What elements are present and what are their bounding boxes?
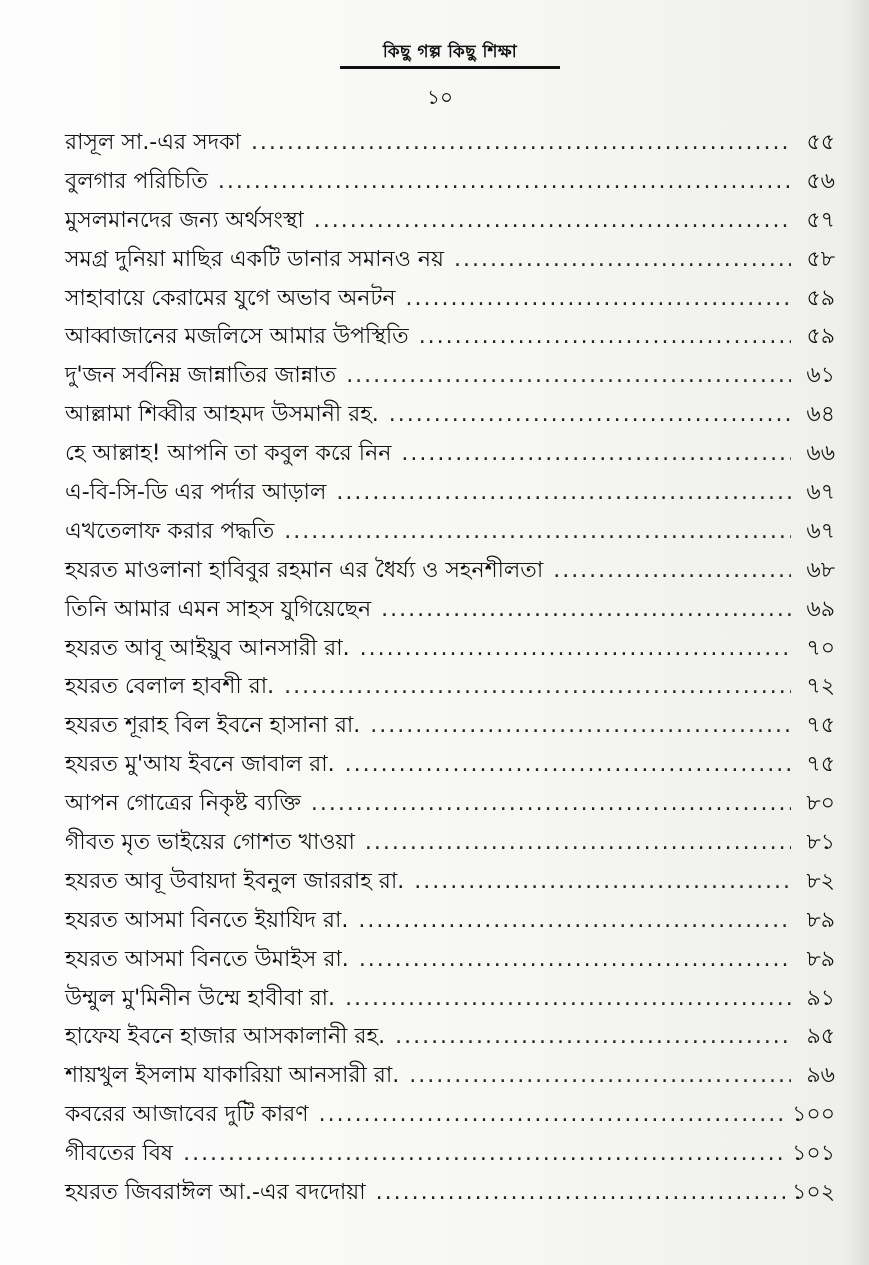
dot-leader xyxy=(395,1018,791,1057)
dot-leader xyxy=(360,630,791,669)
toc-entry-page: ৬১ xyxy=(806,363,835,389)
toc-entry xyxy=(65,318,835,357)
toc-entry-page: ৮৯ xyxy=(806,907,835,933)
dot-leader xyxy=(414,863,791,902)
table-of-contents xyxy=(65,124,835,1213)
toc-entry-title: হযরত মাওলানা হাবিবুর রহমান এর ধৈর্য্য ও সহনশীলতা xyxy=(65,557,544,583)
toc-entry xyxy=(65,1135,835,1174)
toc-entry-page: ৬৯ xyxy=(806,596,835,622)
toc-entry-page: ৬৪ xyxy=(806,402,835,428)
toc-entry xyxy=(65,357,835,396)
toc-entry-page: ১০২ xyxy=(792,1180,835,1206)
toc-entry-title: হযরত শূরাহ বিল ইবনে হাসানা রা. xyxy=(65,713,361,739)
toc-entry-page: ৫৮ xyxy=(806,246,835,272)
toc-entry xyxy=(65,474,835,513)
dot-leader xyxy=(365,824,791,863)
dot-leader xyxy=(370,707,791,746)
toc-entry xyxy=(65,1174,835,1213)
toc-entry-page: ৭২ xyxy=(806,674,835,700)
toc-entry xyxy=(65,746,835,785)
toc-entry xyxy=(65,280,835,319)
dot-leader xyxy=(251,124,791,163)
dot-leader xyxy=(183,1135,788,1174)
toc-entry-page: ৯১ xyxy=(806,985,835,1011)
dot-leader xyxy=(345,980,791,1019)
toc-entry xyxy=(65,552,835,591)
toc-entry-page: ৮২ xyxy=(806,868,835,894)
toc-entry-page: ৫৯ xyxy=(806,324,835,350)
toc-entry-title: আপন গোত্রের নিকৃষ্ট ব্যক্তি xyxy=(65,791,301,817)
toc-entry xyxy=(65,396,835,435)
toc-entry-title: হযরত আবূ আইয়ুব আনসারী রা. xyxy=(65,635,350,661)
dot-leader xyxy=(381,591,791,630)
toc-entry-title: সমগ্র দুনিয়া মাছির একটি ডানার সমানও নয় xyxy=(65,246,444,272)
toc-entry-page: ৯৫ xyxy=(806,1024,835,1050)
toc-entry-page: ৫৫ xyxy=(806,130,835,155)
toc-entry xyxy=(65,863,835,902)
toc-entry-page: ১০০ xyxy=(792,1102,835,1128)
toc-entry-title: হযরত আসমা বিনতে উমাইস রা. xyxy=(65,946,349,972)
toc-entry-title: আল্লামা শিব্বীর আহমদ উসমানী রহ. xyxy=(65,402,379,428)
toc-entry-title: শায়খুল ইসলাম যাকারিয়া আনসারী রা. xyxy=(65,1063,400,1089)
dot-leader xyxy=(218,163,791,202)
dot-leader xyxy=(311,785,791,824)
toc-entry-title: আব্বাজানের মজলিসে আমার উপস্থিতি xyxy=(65,324,409,350)
toc-entry-title: উম্মুল মু'মিনীন উম্মে হাবীবা রা. xyxy=(65,985,336,1011)
toc-entry xyxy=(65,163,835,202)
toc-entry xyxy=(65,630,835,669)
toc-entry-title: হযরত জিবরাঈল আ.-এর বদদোয়া xyxy=(65,1180,366,1206)
toc-entry-title: এ-বি-সি-ডি এর পর্দার আড়াল xyxy=(65,480,327,506)
dot-leader xyxy=(319,1096,789,1135)
toc-entry-title: গীবতের বিষ xyxy=(65,1141,174,1167)
toc-entry-title: দু'জন সর্বনিম্ন জান্নাতির জান্নাত xyxy=(65,363,337,389)
page-number: ১০ xyxy=(427,85,453,109)
toc-entry-title: হযরত মু'আয ইবনে জাবাল রা. xyxy=(65,752,335,778)
toc-entry-title: হযরত আবূ উবায়দা ইবনুল জাররাহ রা. xyxy=(65,868,405,894)
dot-leader xyxy=(345,746,791,785)
dot-leader xyxy=(376,1174,788,1213)
toc-entry xyxy=(65,707,835,746)
toc-entry xyxy=(65,1018,835,1057)
toc-entry-title: গীবত মৃত ভাইয়ের গোশত খাওয়া xyxy=(65,830,355,856)
toc-entry xyxy=(65,1057,835,1096)
toc-entry-title: তিনি আমার এমন সাহস যুগিয়েছেন xyxy=(65,596,372,622)
toc-entry xyxy=(65,785,835,824)
toc-entry xyxy=(65,435,835,474)
toc-entry xyxy=(65,902,835,941)
toc-entry-title: মুসলমানদের জন্য অর্থসংস্থা xyxy=(65,207,304,233)
toc-entry-page: ৬৭ xyxy=(806,480,835,506)
toc-entry-page: ৮৯ xyxy=(806,946,835,972)
toc-entry xyxy=(65,668,835,707)
dot-leader xyxy=(284,668,791,707)
toc-entry-page: ৫৭ xyxy=(806,207,835,233)
toc-entry-title: সাহাবায়ে কেরামের যুগে অভাব অনটন xyxy=(65,285,396,311)
dot-leader xyxy=(419,318,791,357)
toc-entry-page: ১০১ xyxy=(792,1141,835,1167)
toc-entry xyxy=(65,980,835,1019)
toc-entry-page: ৭৫ xyxy=(806,752,835,778)
toc-entry-page: ৬৮ xyxy=(806,557,835,583)
toc-entry-page: ৯৬ xyxy=(806,1063,835,1089)
toc-entry-title: হে আল্লাহ! আপনি তা কবুল করে নিন xyxy=(65,441,392,467)
toc-entry xyxy=(65,1096,835,1135)
header-rule xyxy=(340,66,560,69)
toc-entry-title: কবরের আজাবের দুটি কারণ xyxy=(65,1102,309,1128)
dot-leader xyxy=(346,357,791,396)
toc-entry-page: ৮১ xyxy=(806,830,835,856)
dot-leader xyxy=(406,280,791,319)
toc-entry-page: ৬৭ xyxy=(806,518,835,544)
toc-entry xyxy=(65,124,835,163)
toc-entry xyxy=(65,513,835,552)
toc-entry xyxy=(65,591,835,630)
dot-leader xyxy=(553,552,791,591)
toc-entry-title: হাফেয ইবনে হাজার আসকালানী রহ. xyxy=(65,1024,386,1050)
dot-leader xyxy=(358,902,791,941)
toc-entry-page: ৭৫ xyxy=(806,713,835,739)
toc-entry-page: ৭০ xyxy=(806,635,835,661)
toc-entry xyxy=(65,202,835,241)
toc-entry-page: ৬৬ xyxy=(806,441,835,467)
toc-entry xyxy=(65,824,835,863)
book-title: কিছু গল্প কিছু শিক্ষা xyxy=(382,42,518,62)
toc-entry-page: ৫৬ xyxy=(806,168,835,194)
dot-leader xyxy=(409,1057,791,1096)
dot-leader xyxy=(401,435,791,474)
toc-entry xyxy=(65,241,835,280)
toc-entry-title: হযরত বেলাল হাবশী রা. xyxy=(65,674,275,700)
dot-leader xyxy=(336,474,791,513)
dot-leader xyxy=(284,513,791,552)
toc-entry xyxy=(65,941,835,980)
dot-leader xyxy=(389,396,791,435)
toc-entry-page: ৮০ xyxy=(806,791,835,817)
page-edge-shadow xyxy=(845,0,869,1265)
dot-leader xyxy=(314,202,791,241)
toc-entry-title: এখতেলাফ করার পদ্ধতি xyxy=(65,518,275,544)
toc-entry-title: বুলগার পরিচিতি xyxy=(65,168,208,194)
toc-entry-page: ৫৯ xyxy=(806,285,835,311)
toc-entry-title: হযরত আসমা বিনতে ইয়াযিদ রা. xyxy=(65,907,349,933)
dot-leader xyxy=(454,241,791,280)
dot-leader xyxy=(359,941,791,980)
toc-entry-title: রাসূল সা.-এর সদকা xyxy=(65,130,241,155)
running-header xyxy=(340,40,560,69)
